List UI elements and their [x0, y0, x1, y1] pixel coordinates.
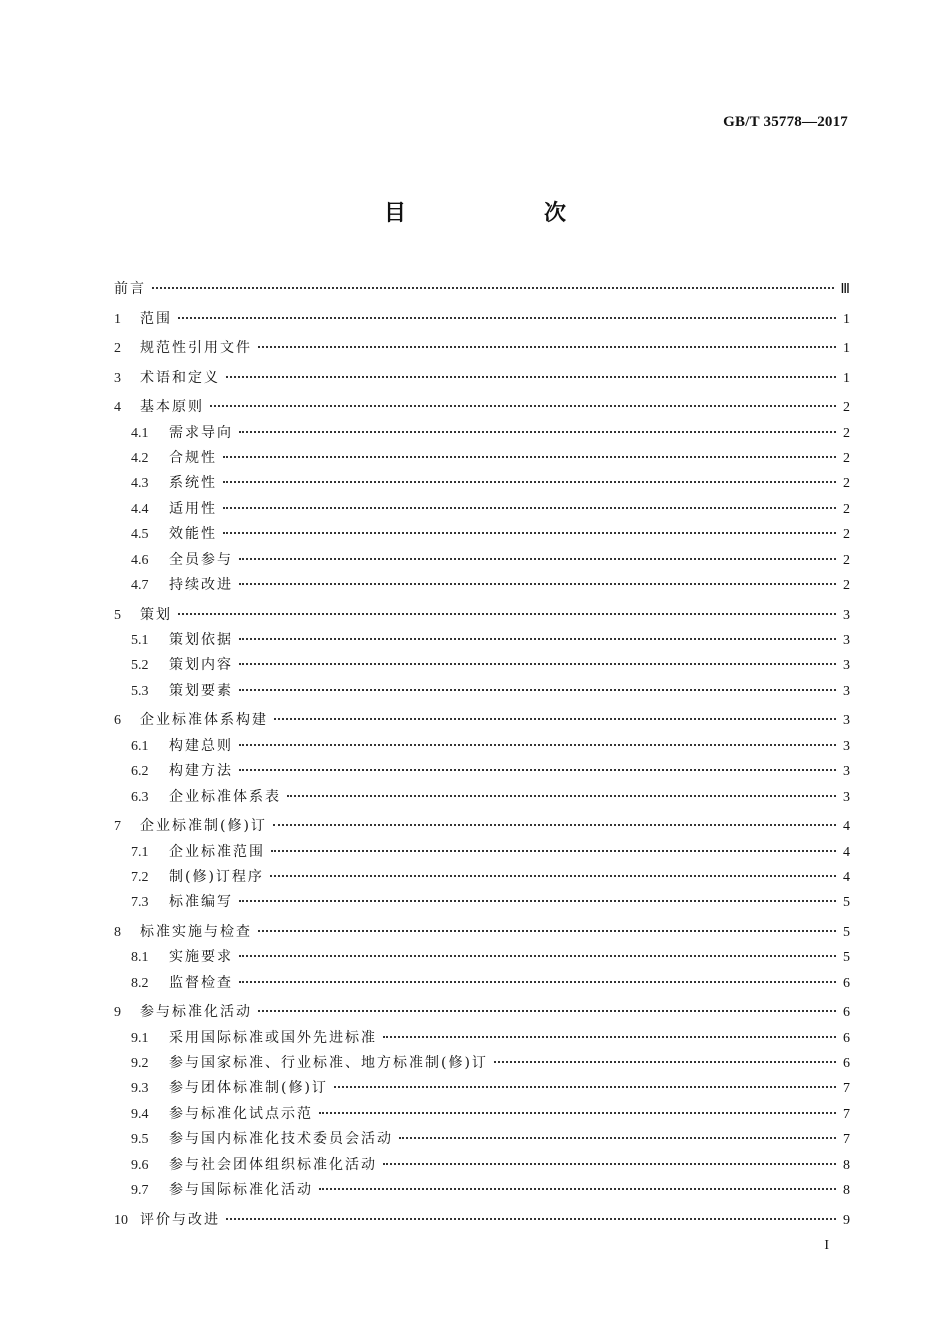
toc-entry[interactable] [114, 1000, 850, 1025]
toc-entry-number: 7.1 [131, 844, 149, 860]
toc-entry-page: 2 [843, 451, 850, 467]
dot-leader [270, 862, 836, 877]
toc-subentry[interactable] [114, 1051, 850, 1076]
toc-entry-label: 参与国家标准、行业标准、地方标准制(修)订 [169, 1055, 488, 1072]
toc-subentry[interactable] [114, 522, 850, 547]
toc-entry-number: 9.5 [131, 1132, 149, 1148]
toc-entry-number: 8 [114, 924, 121, 940]
toc-entry-number: 5 [114, 607, 121, 623]
dot-leader [274, 706, 836, 721]
toc-entry-number: 6.2 [131, 764, 149, 780]
toc-subentry[interactable] [114, 1076, 850, 1101]
standard-code: GB/T 35778—2017 [723, 114, 848, 130]
toc-entry-label: 参与社会团体组织标准化活动 [169, 1156, 377, 1173]
toc-subentry[interactable] [114, 945, 850, 970]
dot-leader [178, 304, 836, 319]
dot-leader [223, 494, 836, 509]
toc-subentry[interactable] [114, 865, 850, 890]
toc-subentry[interactable] [114, 573, 850, 598]
toc-entry-number: 4.3 [131, 476, 149, 492]
toc-entry-number: 4.6 [131, 552, 149, 568]
toc-entry-page: 1 [843, 311, 850, 327]
toc-entry-number: 9.7 [131, 1182, 149, 1198]
toc-entry-label: 参与标准化活动 [140, 1004, 252, 1021]
toc-entry-page: 3 [843, 764, 850, 780]
toc-entry-number: 7.2 [131, 869, 149, 885]
toc-entry-label: 参与团体标准制(修)订 [169, 1080, 328, 1097]
dot-leader [210, 393, 836, 408]
toc-entry-number: 3 [114, 370, 121, 386]
toc-entry-page: 4 [843, 869, 850, 885]
toc-entry-label: 企业标准范围 [169, 843, 265, 860]
toc-entry-page: 6 [843, 1056, 850, 1072]
toc-entry[interactable] [114, 307, 850, 332]
table-of-contents [114, 277, 850, 1233]
toc-entry-label: 参与标准化试点示范 [169, 1105, 313, 1122]
toc-entry-label: 范围 [140, 310, 172, 327]
toc-entry-label: 参与国际标准化活动 [169, 1181, 313, 1198]
toc-entry-label: 参与国内标准化技术委员会活动 [169, 1131, 393, 1148]
toc-entry-label: 全员参与 [169, 551, 233, 568]
dot-leader [383, 1150, 836, 1165]
dot-leader [239, 545, 836, 560]
toc-entry-page: 3 [843, 713, 850, 729]
dot-leader [239, 888, 836, 903]
toc-entry-page: 8 [843, 1157, 850, 1173]
dot-leader [239, 570, 836, 585]
toc-entry-page: 5 [843, 950, 850, 966]
toc-entry-number: 7 [114, 819, 121, 835]
toc-entry-number: 8.2 [131, 975, 149, 991]
toc-entry-label: 策划内容 [169, 657, 233, 674]
toc-subentry[interactable] [114, 1178, 850, 1203]
toc-subentry[interactable] [114, 497, 850, 522]
toc-entry[interactable] [114, 336, 850, 361]
toc-entry-page: 1 [843, 341, 850, 357]
dot-leader [239, 418, 836, 433]
toc-entry-label: 策划依据 [169, 632, 233, 649]
dot-leader [226, 1205, 836, 1220]
toc-entry-page: 8 [843, 1182, 850, 1198]
toc-entry-page: 2 [843, 552, 850, 568]
toc-entry-number: 10 [114, 1212, 128, 1228]
toc-entry-number: 8.1 [131, 950, 149, 966]
dot-leader [334, 1074, 836, 1089]
toc-entry-page: 3 [843, 658, 850, 674]
toc-entry[interactable] [114, 920, 850, 945]
toc-entry-label: 基本原则 [140, 399, 204, 416]
toc-entry-page: 7 [843, 1106, 850, 1122]
dot-leader [239, 676, 836, 691]
toc-entry-label: 采用国际标准或国外先进标准 [169, 1029, 377, 1046]
toc-entry-page: 9 [843, 1212, 850, 1228]
toc-entry-label: 合规性 [169, 450, 217, 467]
dot-leader [287, 782, 836, 797]
toc-entry-page: 2 [843, 501, 850, 517]
toc-entry-label: 评价与改进 [140, 1211, 220, 1228]
toc-subentry[interactable] [114, 1153, 850, 1178]
dot-leader [178, 600, 836, 615]
dot-leader [258, 917, 836, 932]
toc-entry-page: 4 [843, 844, 850, 860]
toc-subentry[interactable] [114, 759, 850, 784]
toc-entry[interactable] [114, 708, 850, 733]
toc-entry-label: 持续改进 [169, 577, 233, 594]
dot-leader [239, 943, 836, 958]
toc-entry-page: 3 [843, 633, 850, 649]
toc-subentry[interactable] [114, 734, 850, 759]
toc-entry-page: 2 [843, 527, 850, 543]
toc-entry-number: 9 [114, 1005, 121, 1021]
toc-entry-label: 标准实施与检查 [140, 923, 252, 940]
dot-leader [223, 444, 836, 459]
toc-entry-page: 3 [843, 789, 850, 805]
dot-leader [271, 837, 836, 852]
toc-entry-number: 6 [114, 713, 121, 729]
dot-leader [383, 1023, 836, 1038]
toc-entry-page: 2 [843, 400, 850, 416]
toc-entry-label: 构建总则 [169, 737, 233, 754]
toc-entry-number: 9.6 [131, 1157, 149, 1173]
toc-entry-label: 前言 [114, 281, 146, 297]
dot-leader [239, 651, 836, 666]
dot-leader [223, 520, 836, 535]
toc-subentry[interactable] [114, 446, 850, 471]
toc-entry-label: 术语和定义 [140, 369, 220, 386]
toc-entry-page: 7 [843, 1081, 850, 1097]
toc-entry-page: 2 [843, 578, 850, 594]
dot-leader [239, 625, 836, 640]
dot-leader [273, 812, 836, 827]
toc-subentry[interactable] [114, 628, 850, 653]
dot-leader [226, 363, 836, 378]
toc-subentry[interactable] [114, 971, 850, 996]
toc-entry-number: 5.1 [131, 633, 149, 649]
toc-entry-page: 3 [843, 607, 850, 623]
dot-leader [399, 1125, 836, 1140]
toc-entry[interactable] [114, 1208, 850, 1233]
toc-entry-page: 1 [843, 370, 850, 386]
toc-entry-number: 2 [114, 341, 121, 357]
toc-entry-page: 7 [843, 1132, 850, 1148]
toc-entry-page: 6 [843, 975, 850, 991]
toc-entry-page: 6 [843, 1005, 850, 1021]
dot-leader [494, 1048, 836, 1063]
toc-entry-page: 2 [843, 476, 850, 492]
toc-entry[interactable] [114, 366, 850, 391]
toc-entry-label: 系统性 [169, 475, 217, 492]
toc-entry-number: 4 [114, 400, 121, 416]
toc-entry-page: 2 [843, 425, 850, 441]
toc-entry-page: 5 [843, 895, 850, 911]
toc-entry-page: 5 [843, 924, 850, 940]
toc-entry-page: 4 [843, 819, 850, 835]
dot-leader [239, 731, 836, 746]
dot-leader [319, 1099, 836, 1114]
toc-entry-label: 策划要素 [169, 682, 233, 699]
toc-subentry[interactable] [114, 840, 850, 865]
toc-entry-page: 3 [843, 738, 850, 754]
toc-entry-label: 企业标准体系表 [169, 788, 281, 805]
toc-subentry[interactable] [114, 471, 850, 496]
toc-entry-label: 规范性引用文件 [140, 340, 252, 357]
toc-entry-label: 适用性 [169, 500, 217, 517]
dot-leader [319, 1175, 836, 1190]
toc-entry-page: 6 [843, 1030, 850, 1046]
toc-entry-number: 9.2 [131, 1056, 149, 1072]
toc-subentry[interactable] [114, 1026, 850, 1051]
toc-entry-number: 4.4 [131, 501, 149, 517]
toc-entry-number: 5.2 [131, 658, 149, 674]
toc-subentry[interactable] [114, 679, 850, 704]
toc-entry-number: 9.3 [131, 1081, 149, 1097]
toc-entry-number: 9.1 [131, 1030, 149, 1046]
toc-entry-label: 策划 [140, 606, 172, 623]
toc-entry-label: 需求导向 [169, 424, 233, 441]
dot-leader [258, 334, 836, 349]
toc-entry-label: 企业标准制(修)订 [140, 818, 267, 835]
toc-entry-number: 4.1 [131, 425, 149, 441]
toc-entry[interactable] [114, 814, 850, 839]
toc-subentry[interactable] [114, 785, 850, 810]
toc-subentry[interactable] [114, 653, 850, 678]
toc-entry-number: 6.1 [131, 738, 149, 754]
toc-entry-label: 监督检查 [169, 974, 233, 991]
toc-entry-label: 制(修)订程序 [169, 868, 264, 885]
toc-entry-label: 标准编写 [169, 894, 233, 911]
toc-entry[interactable] [114, 277, 850, 302]
toc-entry-page: 3 [843, 683, 850, 699]
toc-entry-number: 9.4 [131, 1106, 149, 1122]
toc-subentry[interactable] [114, 890, 850, 915]
dot-leader [239, 757, 836, 772]
toc-entry[interactable] [114, 603, 850, 628]
toc-entry-number: 5.3 [131, 683, 149, 699]
toc-subentry[interactable] [114, 1127, 850, 1152]
toc-entry-number: 6.3 [131, 789, 149, 805]
dot-leader [239, 968, 836, 983]
page-title: 目 次 [383, 201, 624, 226]
toc-entry-label: 企业标准体系构建 [140, 712, 268, 729]
dot-leader [258, 998, 836, 1013]
toc-subentry[interactable] [114, 548, 850, 573]
dot-leader [152, 274, 834, 289]
toc-entry-label: 效能性 [169, 526, 217, 543]
toc-entry-number: 4.7 [131, 578, 149, 594]
toc-entry-number: 1 [114, 311, 121, 327]
toc-entry-number: 4.2 [131, 451, 149, 467]
toc-entry-number: 7.3 [131, 895, 149, 911]
dot-leader [223, 469, 836, 484]
toc-entry-number: 4.5 [131, 527, 149, 543]
toc-entry-label: 构建方法 [169, 763, 233, 780]
toc-entry[interactable] [114, 395, 850, 420]
toc-entry-label: 实施要求 [169, 949, 233, 966]
toc-subentry[interactable] [114, 1102, 850, 1127]
footer-page-number: I [824, 1238, 829, 1253]
toc-entry-page: Ⅲ [840, 282, 850, 297]
toc-subentry[interactable] [114, 421, 850, 446]
